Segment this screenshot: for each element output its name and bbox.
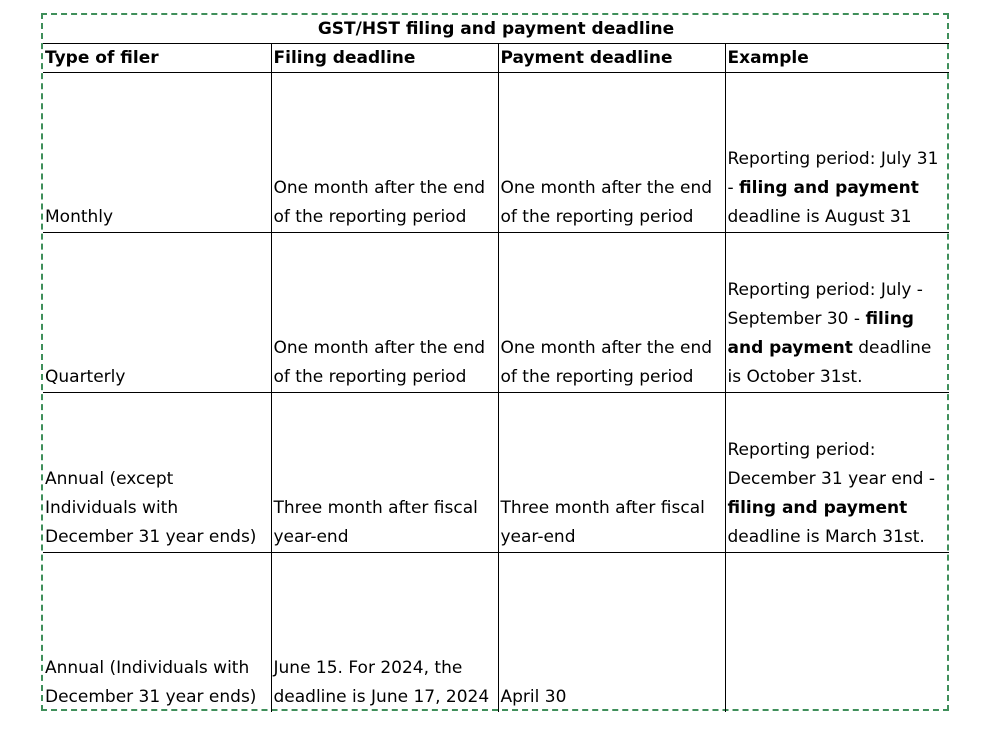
cell-payment-deadline[interactable]: Three month after fiscal year-end — [498, 393, 725, 553]
cell-type-of-filer[interactable]: Monthly — [43, 73, 271, 233]
cell-example[interactable] — [725, 393, 949, 553]
cell-type-of-filer[interactable]: Annual (Individuals with December 31 year ends) — [43, 553, 271, 713]
header-example[interactable]: Example — [725, 44, 949, 73]
table-title[interactable]: GST/HST filing and payment deadline — [43, 15, 949, 44]
cell-type-of-filer[interactable]: Annual (except Individuals with December 31 year ends) — [43, 393, 271, 553]
cell-payment-deadline[interactable]: One month after the end of the reporting period — [498, 233, 725, 393]
example-bold-text: filing and payment — [727, 309, 914, 358]
cell-filing-deadline[interactable]: June 15. For 2024, the deadline is June 17, 2024 — [271, 553, 498, 713]
example-bold-text: filing and payment — [727, 498, 908, 518]
example-text-end: deadline is August 31 — [727, 207, 912, 227]
header-payment-deadline[interactable]: Payment deadline — [498, 44, 725, 73]
cell-example[interactable] — [725, 233, 949, 393]
cell-filing-deadline[interactable]: One month after the end of the reporting period — [271, 233, 498, 393]
cell-example[interactable] — [725, 73, 949, 233]
table-row — [43, 73, 949, 233]
cell-example[interactable] — [725, 553, 949, 713]
example-text: Reporting period: July 31 - — [727, 149, 939, 198]
header-row — [43, 44, 949, 73]
cell-payment-deadline[interactable]: April 30 — [498, 553, 725, 713]
cell-type-of-filer[interactable]: Quarterly — [43, 233, 271, 393]
cell-filing-deadline[interactable]: Three month after fiscal year-end — [271, 393, 498, 553]
example-text: Reporting period: July - September 30 - — [727, 280, 923, 329]
table-row — [43, 233, 949, 393]
header-filing-deadline[interactable]: Filing deadline — [271, 44, 498, 73]
spreadsheet-range — [41, 13, 949, 711]
example-bold-text: filing and payment — [739, 178, 919, 198]
cell-payment-deadline[interactable]: One month after the end of the reporting period — [498, 73, 725, 233]
header-type-of-filer[interactable]: Type of filer — [43, 44, 271, 73]
table-row — [43, 393, 949, 553]
gst-hst-deadline-table — [43, 15, 949, 712]
cell-filing-deadline[interactable]: One month after the end of the reporting period — [271, 73, 498, 233]
example-text: Reporting period: December 31 year end - — [727, 440, 935, 489]
example-text-end: deadline is October 31st. — [727, 338, 932, 387]
table-row — [43, 553, 949, 713]
example-text-end: deadline is March 31st. — [727, 527, 925, 547]
